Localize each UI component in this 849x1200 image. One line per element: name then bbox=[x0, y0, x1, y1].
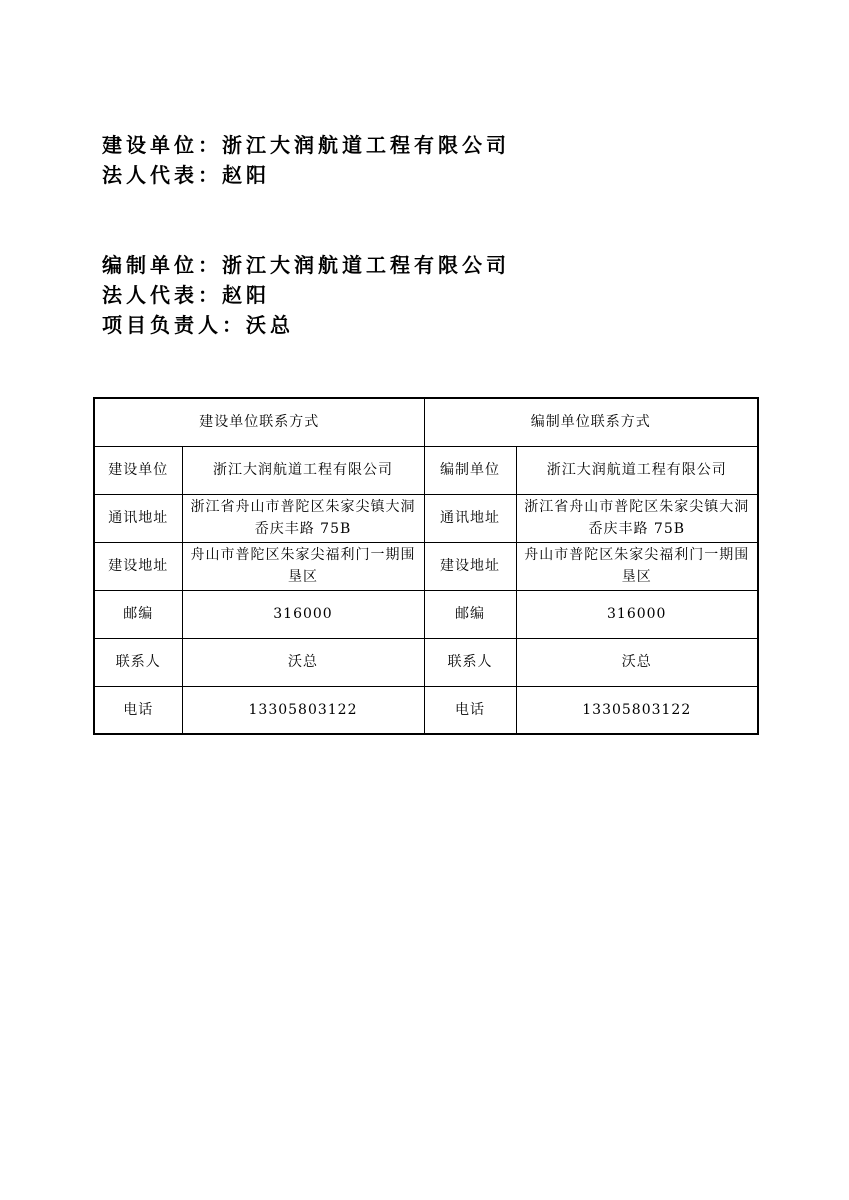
row-label: 邮编 bbox=[94, 590, 182, 638]
construction-unit-block bbox=[102, 130, 510, 190]
table-row bbox=[94, 542, 758, 590]
table-header-row bbox=[94, 398, 758, 446]
row-label: 邮编 bbox=[424, 590, 516, 638]
project-manager-line: 项目负责人：沃总 bbox=[102, 313, 294, 337]
row-label: 电话 bbox=[94, 686, 182, 734]
row-value: 316000 bbox=[182, 590, 424, 638]
row-value: 13305803122 bbox=[516, 686, 758, 734]
compiler-unit-block bbox=[102, 250, 510, 340]
table-row bbox=[94, 638, 758, 686]
row-label: 电话 bbox=[424, 686, 516, 734]
construction-contact-header: 建设单位联系方式 bbox=[94, 398, 424, 446]
table-row bbox=[94, 590, 758, 638]
compiler-unit-line: 编制单位：浙江大润航道工程有限公司 bbox=[102, 253, 510, 277]
row-label: 联系人 bbox=[424, 638, 516, 686]
contact-table bbox=[93, 397, 759, 735]
row-label: 通讯地址 bbox=[424, 494, 516, 542]
construction-unit-line: 建设单位：浙江大润航道工程有限公司 bbox=[102, 133, 510, 157]
row-value: 316000 bbox=[516, 590, 758, 638]
row-label: 编制单位 bbox=[424, 446, 516, 494]
row-label: 建设单位 bbox=[94, 446, 182, 494]
row-value: 浙江省舟山市普陀区朱家尖镇大洞岙庆丰路 75B bbox=[182, 494, 424, 542]
compiler-legal-rep-line: 法人代表：赵阳 bbox=[102, 283, 270, 307]
row-label: 建设地址 bbox=[94, 542, 182, 590]
row-value: 浙江省舟山市普陀区朱家尖镇大洞岙庆丰路 75B bbox=[516, 494, 758, 542]
row-label: 通讯地址 bbox=[94, 494, 182, 542]
table-row bbox=[94, 446, 758, 494]
row-value: 舟山市普陀区朱家尖福利门一期围垦区 bbox=[182, 542, 424, 590]
row-value: 舟山市普陀区朱家尖福利门一期围垦区 bbox=[516, 542, 758, 590]
row-value: 13305803122 bbox=[182, 686, 424, 734]
row-label: 联系人 bbox=[94, 638, 182, 686]
table-row bbox=[94, 686, 758, 734]
table-row bbox=[94, 494, 758, 542]
row-label: 建设地址 bbox=[424, 542, 516, 590]
row-value: 浙江大润航道工程有限公司 bbox=[182, 446, 424, 494]
row-value: 浙江大润航道工程有限公司 bbox=[516, 446, 758, 494]
row-value: 沃总 bbox=[182, 638, 424, 686]
row-value: 沃总 bbox=[516, 638, 758, 686]
compiler-contact-header: 编制单位联系方式 bbox=[424, 398, 758, 446]
construction-legal-rep-line: 法人代表：赵阳 bbox=[102, 163, 270, 187]
